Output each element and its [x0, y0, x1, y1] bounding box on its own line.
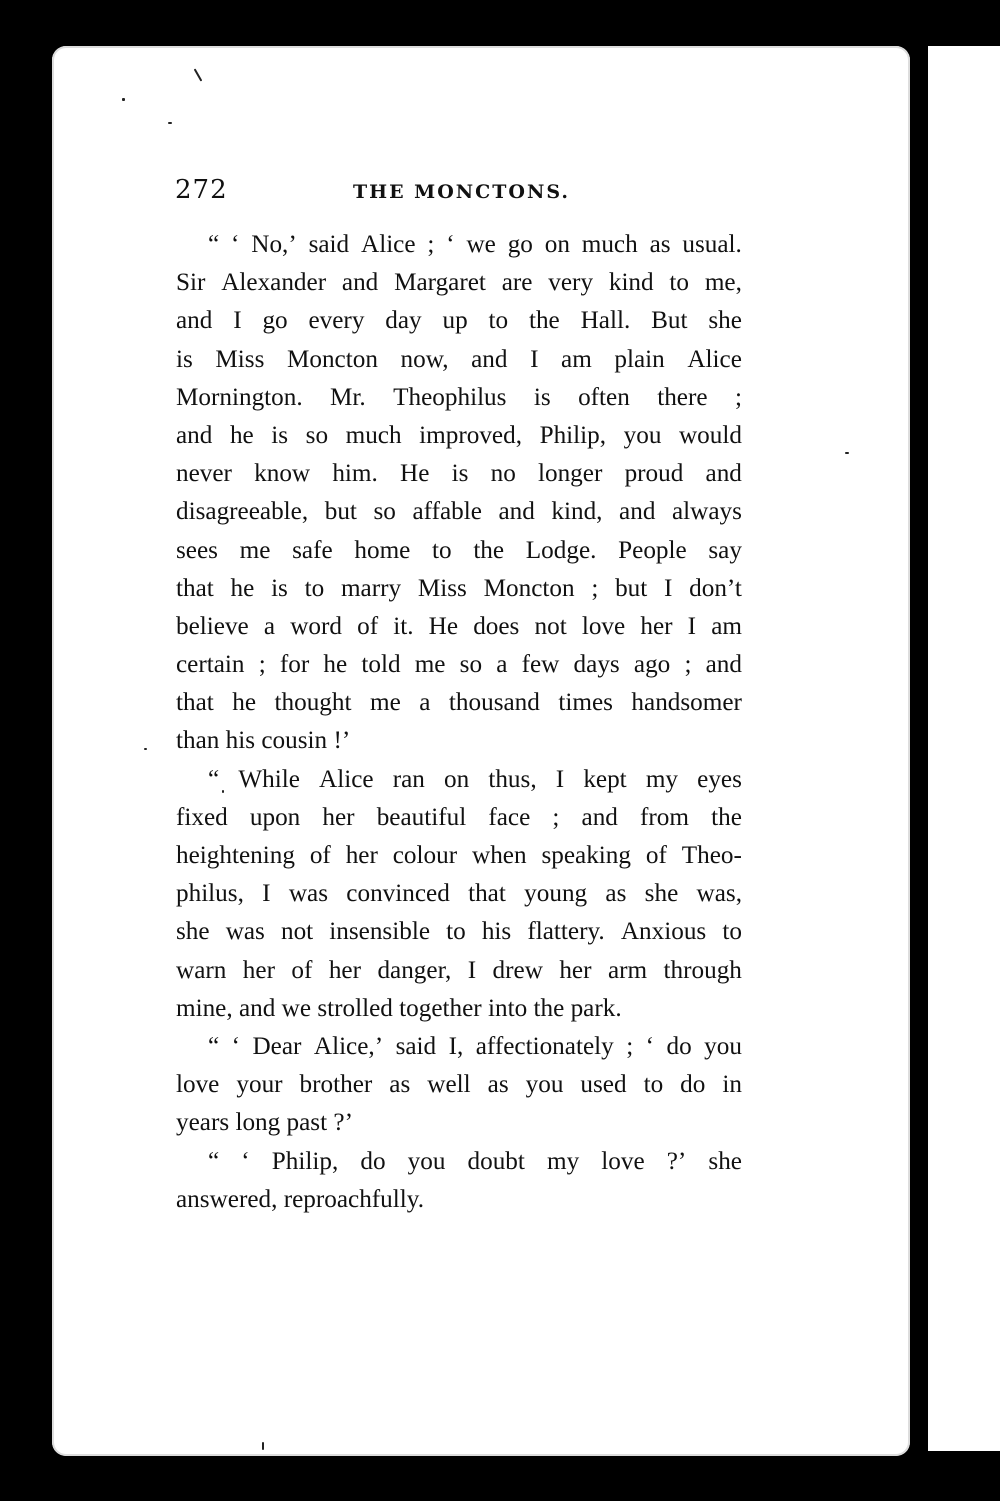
word: cousin [261, 727, 334, 755]
word: Dear [252, 1032, 302, 1060]
word: kind, [551, 498, 603, 526]
word: for [279, 651, 310, 679]
word: well [427, 1071, 471, 1099]
text-line [176, 646, 742, 684]
word: philus, [176, 880, 244, 908]
word: that [176, 574, 214, 602]
word: he [230, 574, 255, 602]
page-number: 272 [175, 175, 228, 205]
word: ran [392, 765, 425, 793]
word: brother [299, 1071, 373, 1099]
word: and [581, 803, 618, 831]
word: a [263, 612, 276, 640]
word: very [548, 269, 594, 297]
scan-speck [262, 1442, 264, 1450]
word: your [236, 1071, 283, 1099]
word: “ [208, 1147, 220, 1175]
scan-speck [122, 98, 125, 101]
word: was [288, 880, 329, 908]
word: together [399, 994, 488, 1022]
word: Alexander [221, 269, 327, 297]
word: to [304, 574, 325, 602]
word: long [235, 1109, 287, 1137]
word: as [649, 231, 671, 258]
word: he [229, 421, 254, 449]
word: colour [392, 842, 458, 869]
word: I, [448, 1032, 464, 1060]
word: ‘ [231, 1032, 241, 1060]
word: it. [393, 612, 414, 640]
word: Philip, [539, 421, 607, 449]
text-line [176, 761, 742, 799]
word: upon [249, 803, 301, 831]
word: was [225, 918, 265, 946]
word: ago [633, 651, 671, 679]
text-line [176, 1181, 742, 1219]
word: much [345, 421, 402, 449]
word: proud [624, 460, 684, 488]
word: Alice,’ [313, 1032, 384, 1060]
word: drew [492, 956, 543, 984]
text-line [176, 837, 742, 875]
word: a [496, 651, 508, 679]
word: ?’ [666, 1147, 687, 1175]
word: sees [176, 536, 218, 564]
text-line [176, 684, 742, 722]
word: when [472, 842, 527, 869]
word: as [487, 1071, 509, 1099]
word: Alice [361, 231, 416, 258]
word: speaking [541, 842, 631, 869]
text-line [176, 1104, 742, 1142]
word: the [711, 803, 742, 831]
word: love [581, 612, 626, 640]
word: she [176, 918, 210, 946]
word: was, [696, 880, 742, 908]
word: “ [208, 231, 220, 258]
word: on [544, 231, 570, 258]
word: While [238, 765, 300, 793]
word: usual. [682, 231, 742, 258]
text-line [176, 952, 742, 990]
word: and [341, 269, 379, 297]
text-line [176, 913, 742, 951]
text-line [176, 722, 742, 760]
word: are [501, 269, 533, 297]
word: I [687, 612, 697, 640]
word: flattery. [527, 918, 605, 946]
word: Alice [687, 345, 742, 373]
word: she [644, 880, 679, 908]
word: am [711, 612, 742, 640]
word: and [471, 345, 508, 373]
word: improved, [419, 421, 522, 449]
word: is [271, 574, 288, 602]
word: certain [176, 651, 245, 679]
word: said [395, 1032, 437, 1060]
word: love [601, 1147, 645, 1175]
word: me [369, 689, 401, 717]
word: as [605, 880, 627, 908]
word: years [176, 1109, 236, 1137]
word: told [361, 651, 401, 679]
word: in [722, 1071, 742, 1099]
word: ‘ [645, 1032, 655, 1060]
word: me [239, 536, 271, 564]
text-line [176, 608, 742, 646]
word: I [262, 880, 271, 908]
word: go [262, 307, 288, 335]
word: but [615, 574, 648, 602]
word: you [623, 421, 662, 449]
word: her [322, 803, 355, 831]
word: her [242, 956, 275, 984]
word: the [473, 536, 505, 564]
word: day [385, 307, 422, 335]
word: Miss [215, 345, 265, 373]
body-text [176, 226, 742, 1219]
word: thought [274, 689, 352, 717]
word: into [488, 994, 534, 1022]
text-line [176, 341, 742, 379]
text-line [176, 264, 742, 302]
word: him. [332, 460, 378, 488]
word: plain [614, 345, 665, 373]
word: do [666, 1032, 692, 1060]
text-line [176, 226, 742, 264]
word: me [414, 651, 446, 679]
scan-speck [845, 452, 849, 454]
word: arm [607, 956, 648, 984]
word: ‘ [446, 231, 455, 258]
word: you [407, 1147, 446, 1175]
word: marry [340, 574, 402, 602]
word: doubt [467, 1147, 525, 1175]
word: love [176, 1071, 220, 1099]
word: home [354, 536, 411, 564]
text-line [176, 1143, 742, 1181]
word: that [176, 689, 214, 717]
word: to [432, 536, 452, 564]
word: up [442, 307, 468, 335]
word: Margaret [394, 269, 486, 297]
word: never [176, 460, 232, 488]
word: always [671, 498, 742, 526]
word: not [534, 612, 567, 640]
word: Hall. [580, 307, 631, 335]
word: from [640, 803, 689, 831]
word: Lodge. [525, 536, 597, 564]
word: word [290, 612, 342, 640]
word: affectionately [475, 1032, 614, 1060]
word: he [323, 651, 348, 679]
word: danger, [377, 956, 452, 984]
word: we [466, 231, 496, 258]
word: No,’ [251, 231, 297, 258]
running-title: THE MONCTONS. [353, 181, 570, 203]
word: to [488, 307, 509, 335]
word: Theo- [681, 842, 742, 869]
text-line [176, 455, 742, 493]
word: ; [552, 803, 560, 831]
word: ; [684, 651, 692, 679]
word: of [309, 842, 331, 869]
word: thus, [488, 765, 537, 793]
word: her [640, 612, 673, 640]
text-line [176, 417, 742, 455]
word: and [705, 651, 742, 679]
word: Moncton [483, 574, 575, 602]
word: don’t [689, 574, 742, 602]
word: much [581, 231, 638, 258]
word: believe [176, 612, 249, 640]
word: my [546, 1147, 580, 1175]
word: kind [608, 269, 654, 297]
text-line [176, 799, 742, 837]
word: there [657, 383, 708, 411]
word: do [680, 1071, 706, 1099]
word: ; [427, 231, 435, 258]
word: ; [591, 574, 599, 602]
word: But [651, 307, 688, 335]
word: would [678, 421, 742, 449]
word: People [618, 536, 687, 564]
word: Mr. [330, 383, 366, 411]
word: does [473, 612, 520, 640]
word: “ [208, 765, 220, 793]
word: mine, [176, 994, 239, 1022]
word: you [525, 1071, 564, 1099]
word: say [708, 536, 742, 564]
word: and [176, 421, 213, 449]
word: Moncton [286, 345, 378, 373]
word: am [561, 345, 592, 373]
word: “ [208, 1032, 220, 1060]
word: he [232, 689, 257, 717]
word: reproachfully. [283, 1185, 425, 1213]
word: so [305, 421, 329, 449]
word: my [645, 765, 679, 793]
word: ‘ [231, 231, 240, 258]
word: me, [704, 269, 742, 297]
facing-page-edge [928, 46, 1000, 1451]
word: her [328, 956, 361, 984]
text-line [176, 493, 742, 531]
word: through [663, 956, 742, 984]
word: no [490, 460, 516, 488]
word: on [444, 765, 470, 793]
word: and [238, 994, 282, 1022]
word: fixed [176, 803, 228, 831]
word: days [573, 651, 620, 679]
word: thousand [448, 689, 540, 717]
scan-speck [144, 748, 147, 750]
word: disagreeable, [176, 498, 309, 526]
word: times [558, 689, 613, 717]
word: ‘ [241, 1147, 250, 1175]
word: is [533, 383, 551, 411]
word: answered, [176, 1185, 284, 1213]
word: to [722, 918, 742, 946]
word: of [357, 612, 379, 640]
word: his [225, 727, 262, 755]
word: know [254, 460, 311, 488]
word: few [521, 651, 560, 679]
word: as [389, 1071, 411, 1099]
word: I [233, 307, 242, 335]
word: she [708, 307, 742, 335]
word: and [619, 498, 656, 526]
word: and [705, 460, 742, 488]
word: ; [626, 1032, 634, 1060]
word: park. [570, 994, 622, 1022]
word: used [580, 1071, 627, 1099]
word: face [488, 803, 531, 831]
word: go [507, 231, 533, 258]
word: so [459, 651, 483, 679]
word: I [467, 956, 477, 984]
word: and [498, 498, 535, 526]
scan-speck [168, 122, 172, 124]
text-line [176, 379, 742, 417]
word: beautiful [376, 803, 467, 831]
word: kept [583, 765, 627, 793]
word: but [324, 498, 357, 526]
word: I [530, 345, 539, 373]
word: Miss [417, 574, 467, 602]
word: Philip, [271, 1147, 339, 1175]
word: the [528, 307, 560, 335]
word: I [664, 574, 673, 602]
word: said [308, 231, 350, 258]
word: and [176, 307, 213, 335]
text-line [176, 570, 742, 608]
word: she [708, 1147, 742, 1175]
word: her [559, 956, 592, 984]
word: now, [400, 345, 449, 373]
word: a [419, 689, 431, 717]
word: I [555, 765, 565, 793]
word: her [345, 842, 378, 869]
word: the [533, 994, 571, 1022]
word: ; [258, 651, 266, 679]
word: ; [734, 383, 742, 411]
word: Sir [176, 269, 206, 297]
word: safe [292, 536, 333, 564]
word: Alice [319, 765, 374, 793]
word: often [578, 383, 630, 411]
word: is [176, 345, 193, 373]
word: than [176, 727, 226, 755]
word: heightening [176, 842, 295, 869]
word: to [446, 918, 466, 946]
word: convinced [346, 880, 450, 908]
word: He [400, 460, 430, 488]
word: warn [176, 956, 227, 984]
word: insensible [329, 918, 431, 946]
word: young [524, 880, 588, 908]
word: his [481, 918, 512, 946]
text-line [176, 875, 742, 913]
word: so [373, 498, 396, 526]
word: strolled [317, 994, 400, 1022]
word: do [360, 1147, 386, 1175]
word: not [280, 918, 314, 946]
word: affable [412, 498, 482, 526]
word: ?’ [333, 1109, 353, 1137]
text-line [176, 990, 742, 1028]
word: handsomer [631, 689, 742, 717]
text-line [176, 532, 742, 570]
word: every [308, 307, 365, 335]
word: of [291, 956, 313, 984]
word: longer [538, 460, 603, 488]
word: to [643, 1071, 664, 1099]
word: !’ [333, 727, 351, 755]
running-head [175, 175, 775, 215]
text-line [176, 1028, 742, 1066]
word: He [428, 612, 459, 640]
word: is [451, 460, 469, 488]
word: Anxious [620, 918, 707, 946]
text-line [176, 1066, 742, 1104]
word: eyes [697, 765, 742, 793]
word: Theophilus [393, 383, 507, 411]
word: you [704, 1032, 742, 1060]
text-line [176, 302, 742, 340]
word: is [271, 421, 289, 449]
word: we [281, 994, 318, 1022]
word: that [468, 880, 506, 908]
word: Mornington. [176, 383, 303, 411]
word: to [669, 269, 690, 297]
word: of [645, 842, 667, 869]
word: past [286, 1109, 334, 1137]
